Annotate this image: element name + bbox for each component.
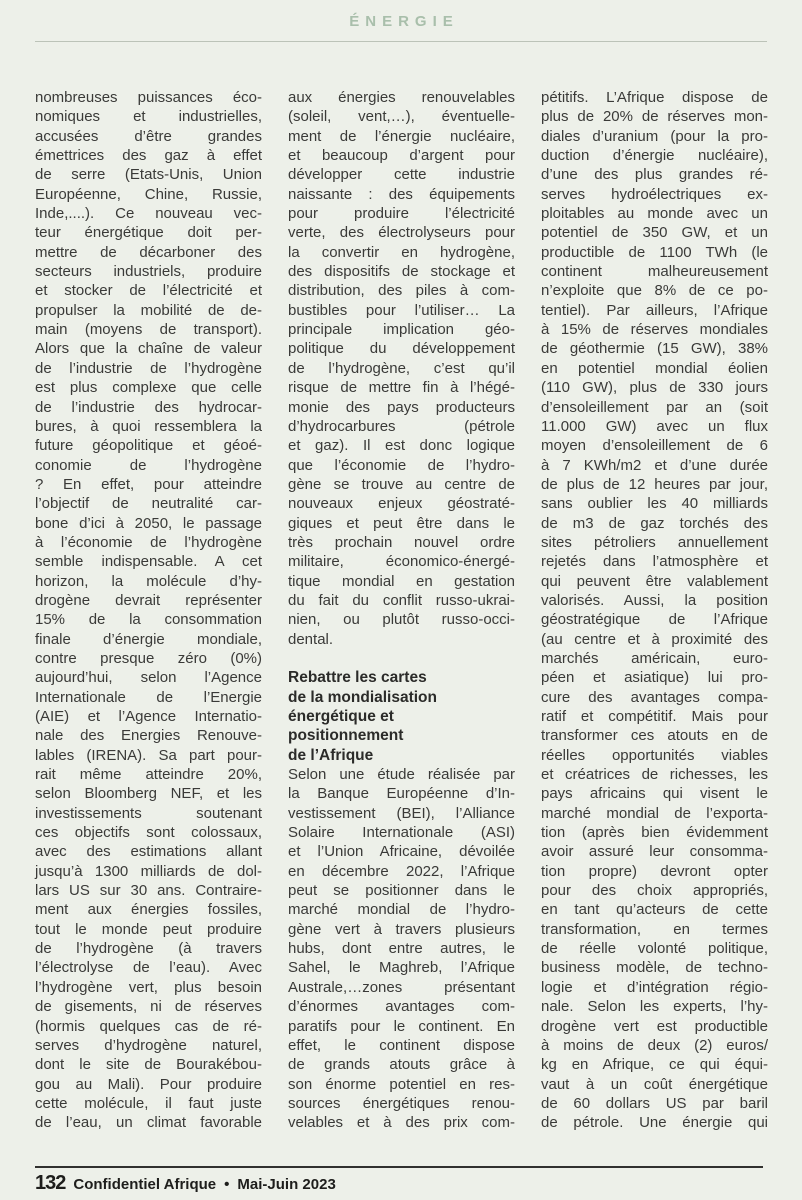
body-text-line: de m3 de gaz torchés des bbox=[541, 514, 768, 532]
body-text-line: pays africains qui visent le bbox=[541, 785, 768, 803]
body-text-line: plus de 20% de réserves mon- bbox=[541, 108, 768, 126]
body-text-line: tentiel). Par ailleurs, l’Afrique bbox=[541, 301, 768, 319]
body-text-line: de l’eau, un climat favorable bbox=[35, 1114, 262, 1132]
body-text-line: la convertir en hydrogène, bbox=[288, 243, 515, 261]
body-text-line: militaire, économico-énergé- bbox=[288, 553, 515, 571]
body-text-line: valorisés. Aussi, la position bbox=[541, 591, 768, 609]
body-text-line: jusqu’à 1300 milliards de dol- bbox=[35, 862, 262, 880]
body-text-line: business modèle, de techno- bbox=[541, 959, 768, 977]
body-text-line: conomie de l’hydrogène bbox=[35, 456, 262, 474]
body-text-line: de réelle volonté politique, bbox=[541, 940, 768, 958]
body-text-line: marchés américain, euro- bbox=[541, 649, 768, 667]
body-text-line: son énorme potentiel en res- bbox=[288, 1075, 515, 1093]
body-text-line: émettrices des gaz à effet bbox=[35, 147, 262, 165]
body-text-line: sans oublier les 40 milliards bbox=[541, 495, 768, 513]
body-text-line: développer cette industrie bbox=[288, 166, 515, 184]
body-text-line: pour des choix appropriés, bbox=[541, 882, 768, 900]
body-text-line: (soleil, vent,…), éventuelle- bbox=[288, 108, 515, 126]
body-text-line: lables (IRENA). Sa part pour- bbox=[35, 746, 262, 764]
text-column-1 bbox=[35, 88, 262, 1133]
body-text-line: horizon, la molécule d’hy- bbox=[35, 572, 262, 590]
body-text-line: tion (après bien évidemment bbox=[541, 824, 768, 842]
body-text-line: Alors que la chaîne de valeur bbox=[35, 340, 262, 358]
body-text-line: drogène vert est productible bbox=[541, 1017, 768, 1035]
text-column-3 bbox=[541, 88, 768, 1133]
body-text-line: la Banque Européenne d’In- bbox=[288, 785, 515, 803]
body-text-line: velables et à des prix com- bbox=[288, 1114, 515, 1132]
body-text-line: vestissement (BEI), l’Alliance bbox=[288, 804, 515, 822]
paragraph-spacer bbox=[288, 649, 515, 668]
body-text-line: teur énergétique doit per- bbox=[35, 224, 262, 242]
body-text-line: transformation, en termes bbox=[541, 920, 768, 938]
body-text-line: principale implication géo- bbox=[288, 321, 515, 339]
body-text-line: gène se trouve au centre de bbox=[288, 475, 515, 493]
body-text-line: à l’économie de l’hydrogène bbox=[35, 533, 262, 551]
body-text-line: pour produire l’électricité bbox=[288, 205, 515, 223]
body-text-line: future géopolitique et géoé- bbox=[35, 437, 262, 455]
body-text-line: nombreuses puissances éco- bbox=[35, 89, 262, 106]
body-text-line: d’hydrocarbures (pétrole bbox=[288, 417, 515, 435]
body-text-line: d’énormes avantages com- bbox=[288, 998, 515, 1016]
footer-bullet: • bbox=[224, 1176, 230, 1193]
body-text-line: de 60 dollars US par baril bbox=[541, 1094, 768, 1112]
body-text-line: moyen d’ensoleillement de 6 bbox=[541, 437, 768, 455]
body-text-line: distribution, des piles à com- bbox=[288, 282, 515, 300]
header-divider bbox=[35, 41, 767, 42]
body-text-line: de serre (Etats-Unis, Union bbox=[35, 166, 262, 184]
issue-date: Mai-Juin 2023 bbox=[237, 1176, 336, 1193]
magazine-name: Confidentiel Afrique bbox=[73, 1176, 217, 1193]
body-text-line: ? En effet, pour atteindre bbox=[35, 475, 262, 493]
body-text-line: sources énergétiques renou- bbox=[288, 1094, 515, 1112]
body-text-line: kg en Afrique, ce qui équi- bbox=[541, 1056, 768, 1074]
body-text-line: productible de 1100 TWh (le bbox=[541, 243, 768, 261]
body-text-line: rait même atteindre 20%, bbox=[35, 766, 262, 784]
body-text-line: l’objectif de neutralité car- bbox=[35, 495, 262, 513]
body-text-line: dont le site de Bourakébou- bbox=[35, 1056, 262, 1074]
body-text-line: en potentiel mondial éolien bbox=[541, 359, 768, 377]
body-text-line: diales d’uranium (pour la pro- bbox=[541, 127, 768, 145]
body-text-line: continent malheureusement bbox=[541, 263, 768, 281]
body-text-line: en tant qu’acteurs de cette bbox=[541, 901, 768, 919]
body-text-line: gène vert à travers plusieurs bbox=[288, 920, 515, 938]
body-text-line: pétitifs. L’Afrique dispose de bbox=[541, 89, 768, 106]
body-text-line: investissements soutenant bbox=[35, 804, 262, 822]
body-text-line: de l’hydrogène (à travers bbox=[35, 940, 262, 958]
body-text-line: mettre de décarboner des bbox=[35, 243, 262, 261]
body-text-line: ment aux énergies fossiles, bbox=[35, 901, 262, 919]
body-text-line: n’exploite que 8% de ce po- bbox=[541, 282, 768, 300]
body-text-line: 15% de la consommation bbox=[35, 611, 262, 629]
body-text-line: semble indispensable. A cet bbox=[35, 553, 262, 571]
body-text-line: contre presque zéro (0%) bbox=[35, 649, 262, 667]
body-text-line: nien, ou plutôt russo-occi- bbox=[288, 611, 515, 629]
body-text-line: ment de l’énergie nucléaire, bbox=[288, 127, 515, 145]
section-heading-line: de l’Afrique bbox=[288, 746, 374, 764]
body-text-line: que l’économie de l’hydro- bbox=[288, 456, 515, 474]
body-text-line: de l’hydrogène, c’est qu’il bbox=[288, 359, 515, 377]
section-heading-line: positionnement bbox=[288, 727, 404, 745]
body-text-line: paratifs pour le continent. En bbox=[288, 1017, 515, 1035]
body-text-line: tion propre) devront opter bbox=[541, 862, 768, 880]
body-text-line: tout le monde peut produire bbox=[35, 920, 262, 938]
body-text-line: Internationale de l’Energie bbox=[35, 688, 262, 706]
body-text-line: de gisements, ni de réserves bbox=[35, 998, 262, 1016]
body-text-line: secteurs industriels, produire bbox=[35, 263, 262, 281]
body-text-line: de pétrole. Une énergie qui bbox=[541, 1114, 768, 1132]
body-text-line: propulser la mobilité de de- bbox=[35, 301, 262, 319]
body-text-line: très prochain nouvel ordre bbox=[288, 533, 515, 551]
footer-line bbox=[35, 1172, 763, 1195]
page-header bbox=[0, 0, 802, 42]
body-text-line: potentiel de 350 GW, et un bbox=[541, 224, 768, 242]
body-text-line: lars US sur 30 ans. Contraire- bbox=[35, 882, 262, 900]
body-text-line: (hormis quelques cas de ré- bbox=[35, 1017, 262, 1035]
body-text-line: (110 GW), plus de 330 jours bbox=[541, 379, 768, 397]
body-text-line: 11.000 GW) avec un flux bbox=[541, 417, 768, 435]
body-text-line: bures, à quoi ressemblera la bbox=[35, 417, 262, 435]
body-text-line: est plus complexe que celle bbox=[35, 379, 262, 397]
body-text-line: politique du développement bbox=[288, 340, 515, 358]
section-title: ÉNERGIE bbox=[349, 13, 459, 30]
body-text-line: avec des estimations allant bbox=[35, 843, 262, 861]
body-text-line: et stocker de l’électricité et bbox=[35, 282, 262, 300]
body-text-line: Sahel, le Maghreb, l’Afrique bbox=[288, 959, 515, 977]
body-text-line: cure des avantages compa- bbox=[541, 688, 768, 706]
body-text-line: de géothermie (15 GW), 38% bbox=[541, 340, 768, 358]
body-text-line: Selon une étude réalisée par bbox=[288, 766, 515, 784]
body-text-line: marché mondial de l’exporta- bbox=[541, 804, 768, 822]
section-heading-line: énergétique et bbox=[288, 708, 394, 725]
body-text-line: qui peuvent être valablement bbox=[541, 572, 768, 590]
body-text-line: ratif et compétitif. Mais pour bbox=[541, 708, 768, 725]
body-text-line: risque de mettre fin à l’hégé- bbox=[288, 379, 515, 397]
body-text-line: rejetés dans l’atmosphère et bbox=[541, 553, 768, 571]
body-text-line: finale d’énergie mondiale, bbox=[35, 630, 262, 648]
body-text-line: bone d’ici à 2050, le passage bbox=[35, 514, 262, 532]
body-text-line: (AIE) et l’Agence Internatio- bbox=[35, 708, 262, 725]
body-text-line: giques et peut être dans le bbox=[288, 514, 515, 532]
body-text-line: et créatrices de richesses, les bbox=[541, 766, 768, 784]
body-text-line: aux énergies renouvelables bbox=[288, 89, 515, 106]
body-text-line: verte, des électrolyseurs pour bbox=[288, 224, 515, 242]
body-text-line: logie et d’intégration régio- bbox=[541, 978, 768, 996]
body-text-line: d’une des plus grandes ré- bbox=[541, 166, 768, 184]
body-text-line: duction d’énergie nucléaire), bbox=[541, 147, 768, 165]
section-heading-line: Rebattre les cartes bbox=[288, 669, 427, 687]
body-text-line: sites pétroliers annuellement bbox=[541, 533, 768, 551]
body-text-line: vaut à un coût énergétique bbox=[541, 1075, 768, 1093]
body-text-line: Inde,....). Ce nouveau vec- bbox=[35, 205, 262, 223]
body-text-line: Européenne, Chine, Russie, bbox=[35, 185, 262, 203]
body-text-line: hubs, dont entre autres, le bbox=[288, 940, 515, 958]
body-text-line: et beaucoup d’argent pour bbox=[288, 147, 515, 165]
body-text-line: de l’industrie de l’hydrogène bbox=[35, 359, 262, 377]
page-footer bbox=[35, 1166, 763, 1195]
body-text-line: marché mondial de l’hydro- bbox=[288, 901, 515, 919]
body-text-line: drogène devrait représenter bbox=[35, 591, 262, 609]
body-text-line: tique mondial en gestation bbox=[288, 572, 515, 590]
body-text-line: main (moyens de transport). bbox=[35, 321, 262, 339]
section-heading-line: de la mondialisation bbox=[288, 688, 437, 706]
footer-divider bbox=[35, 1166, 763, 1168]
body-text-line: à 15% de réserves mondiales bbox=[541, 321, 768, 339]
body-text-line: à moins de deux (2) euros/ bbox=[541, 1036, 768, 1054]
body-text-line: de grands atouts grâce à bbox=[288, 1056, 515, 1074]
body-text-line: à 7 KWh/m2 et d’une durée bbox=[541, 456, 768, 474]
body-text-line: des dispositifs de stockage et bbox=[288, 263, 515, 281]
body-text-line: serves d’hydrogène naturel, bbox=[35, 1036, 262, 1054]
body-text-line: naissante : des équipements bbox=[288, 185, 515, 203]
body-text-line: l’électrolyse de l’eau). Avec bbox=[35, 959, 262, 977]
body-text-line: et gaz). Il est donc logique bbox=[288, 437, 515, 455]
body-text-line: d’ensoleillement par an (soit bbox=[541, 398, 768, 416]
body-text-line: de l’industrie des hydrocar- bbox=[35, 398, 262, 416]
body-text-line: transformer ces atouts en de bbox=[541, 727, 768, 745]
body-text-line: ploitables au monde avec un bbox=[541, 205, 768, 223]
body-text-line: accusées d’être grandes bbox=[35, 127, 262, 145]
body-text-line: avoir assuré leur consomma- bbox=[541, 843, 768, 861]
page-number: 132 bbox=[35, 1172, 66, 1194]
body-text-line: (au centre et à proximité des bbox=[541, 630, 768, 648]
body-text-line: Australe,…zones présentant bbox=[288, 978, 515, 996]
text-column-2 bbox=[288, 88, 515, 1133]
body-text-line: réelles opportunités viables bbox=[541, 746, 768, 764]
body-text-line: en décembre 2022, l’Afrique bbox=[288, 862, 515, 880]
body-text-line: dental. bbox=[288, 630, 334, 648]
body-text-line: du fait du conflit russo-ukrai- bbox=[288, 591, 515, 609]
body-text-line: géostratégique de l’Afrique bbox=[541, 611, 768, 629]
body-text-line: selon Bloomberg NEF, et les bbox=[35, 785, 262, 803]
body-text-line: nouveaux enjeux géostraté- bbox=[288, 495, 515, 513]
body-text-line: bustibles pour l’utiliser… La bbox=[288, 301, 515, 319]
body-text-line: péen et asiatique) lui pro- bbox=[541, 669, 768, 687]
body-text-line: cette molécule, il faut juste bbox=[35, 1094, 262, 1112]
body-text-line: de plus de 12 heures par jour, bbox=[541, 475, 768, 493]
body-text-line: effet, le continent dispose bbox=[288, 1036, 515, 1054]
body-text-line: nale. Selon les experts, l’hy- bbox=[541, 998, 768, 1016]
body-text-line: aujourd’hui, selon l’Agence bbox=[35, 669, 262, 687]
body-text-line: peut se positionner dans le bbox=[288, 882, 515, 900]
body-text-line: et l’Union Africaine, dévoilée bbox=[288, 843, 515, 861]
body-text-line: monie des pays producteurs bbox=[288, 398, 515, 416]
body-text-line: nale des Energies Renouve- bbox=[35, 727, 262, 745]
body-text-line: l’hydrogène vert, plus besoin bbox=[35, 978, 262, 996]
body-text-line: Solaire Internationale (ASI) bbox=[288, 824, 515, 842]
body-text-line: gou au Mali). Pour produire bbox=[35, 1075, 262, 1093]
body-text-line: serves hydroélectriques ex- bbox=[541, 185, 768, 203]
body-text-line: ces objectifs sont colossaux, bbox=[35, 824, 262, 842]
body-text-line: nomiques et industrielles, bbox=[35, 108, 262, 126]
article-columns bbox=[35, 88, 768, 1133]
